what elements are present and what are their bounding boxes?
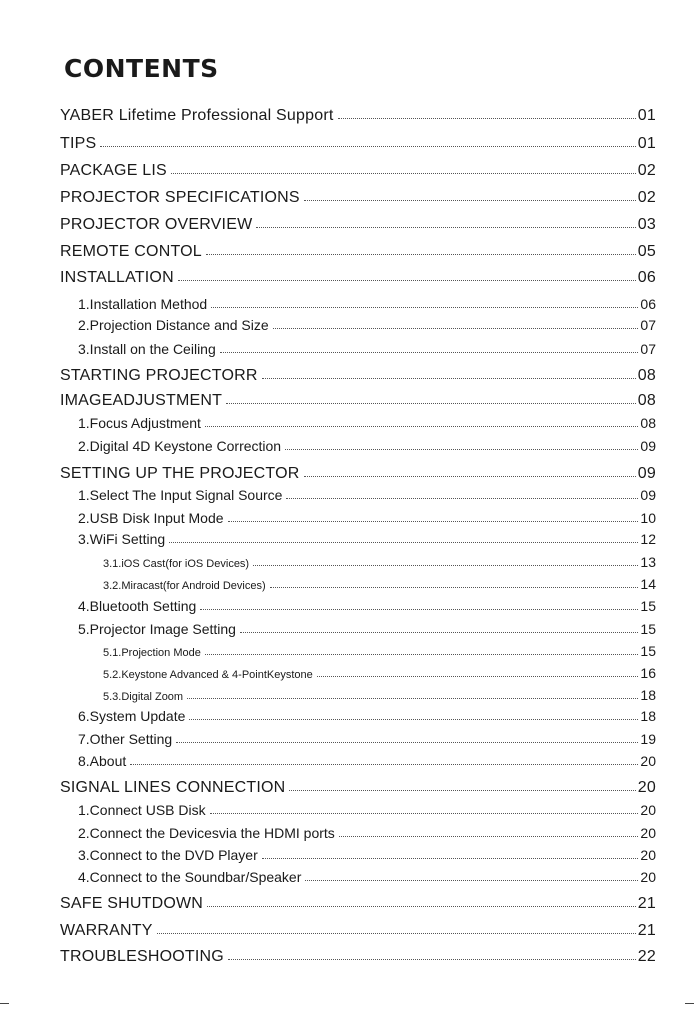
dot-leader (178, 279, 636, 281)
toc-entry-label: SETTING UP THE PROJECTOR (60, 465, 300, 482)
toc-entry-label: IMAGEADJUSTMENT (60, 392, 223, 409)
dot-leader (226, 402, 636, 404)
toc-entry-label: YABER Lifetime Professional Support (60, 107, 334, 124)
dot-leader (220, 351, 639, 353)
toc-entry[interactable] (60, 189, 656, 207)
dot-leader (207, 905, 636, 907)
toc-entry[interactable] (60, 367, 656, 385)
toc-entry-page-number: 09 (637, 465, 656, 482)
toc-entry[interactable] (60, 243, 656, 261)
toc-entry-label: 5.3.Digital Zoom (103, 691, 184, 703)
toc-entry[interactable] (103, 576, 656, 592)
toc-entry[interactable] (60, 216, 656, 234)
toc-entry-label: TIPS (60, 135, 97, 152)
dot-leader (206, 253, 636, 255)
toc-entry-label: 5.1.Projection Mode (103, 647, 201, 659)
toc-entry[interactable] (78, 708, 656, 724)
toc-entry[interactable] (103, 554, 656, 570)
toc-entry-page-number: 08 (637, 367, 656, 384)
toc-entry-page-number: 06 (640, 296, 656, 312)
toc-entry[interactable] (60, 922, 656, 940)
toc-entry-page-number: 01 (637, 135, 656, 152)
toc-entry-label: 1.Connect USB Disk (78, 802, 206, 818)
toc-entry[interactable] (78, 317, 656, 333)
toc-entry-page-number: 15 (640, 643, 656, 659)
toc-entry-page-number: 08 (640, 415, 656, 431)
toc-entry-label: 4.Bluetooth Setting (78, 598, 197, 614)
toc-entry-label: PROJECTOR OVERVIEW (60, 216, 253, 233)
toc-entry-page-number: 19 (640, 731, 656, 747)
dot-leader (169, 541, 638, 543)
toc-entry[interactable] (78, 753, 656, 769)
toc-entry-page-number: 20 (640, 869, 656, 885)
toc-entry-label: PACKAGE LIS (60, 162, 167, 179)
dot-leader (130, 763, 638, 765)
toc-entry-label: WARRANTY (60, 922, 153, 939)
dot-leader (305, 879, 638, 881)
toc-entry-label: 2.USB Disk Input Mode (78, 510, 224, 526)
toc-entry-label: 2.Projection Distance and Size (78, 317, 269, 333)
dot-leader (100, 145, 635, 147)
toc-entry-page-number: 18 (640, 687, 656, 703)
toc-entry-page-number: 15 (640, 621, 656, 637)
toc-entry[interactable] (60, 107, 656, 125)
page-edge-mark-left (0, 1003, 9, 1004)
toc-entry-page-number: 01 (637, 107, 656, 124)
dot-leader (171, 172, 636, 174)
dot-leader (256, 226, 635, 228)
toc-entry[interactable] (60, 162, 656, 180)
toc-entry-page-number: 21 (637, 922, 656, 939)
dot-leader (205, 425, 638, 427)
toc-entry-page-number: 12 (640, 531, 656, 547)
dot-leader (338, 117, 636, 119)
toc-entry-label: SAFE SHUTDOWN (60, 895, 204, 912)
toc-entry[interactable] (78, 531, 656, 547)
dot-leader (176, 741, 638, 743)
dot-leader (270, 586, 639, 588)
toc-entry-page-number: 20 (640, 753, 656, 769)
dot-leader (240, 631, 638, 633)
toc-entry-page-number: 07 (640, 341, 656, 357)
dot-leader (210, 812, 639, 814)
toc-entry-label: 3.WiFi Setting (78, 531, 166, 547)
toc-entry-label: 2.Connect the Devicesvia the HDMI ports (78, 825, 335, 841)
toc-entry[interactable] (78, 621, 656, 637)
toc-entry[interactable] (78, 438, 656, 454)
dot-leader (289, 789, 635, 791)
toc-entry-page-number: 20 (637, 779, 656, 796)
page-edge-mark-right (685, 1003, 694, 1004)
toc-entry-page-number: 09 (640, 438, 656, 454)
dot-leader (205, 653, 639, 655)
toc-entry-page-number: 13 (640, 554, 656, 570)
toc-entry-page-number: 03 (637, 216, 656, 233)
toc-entry[interactable] (60, 392, 656, 410)
toc-entry-label: 7.Other Setting (78, 731, 173, 747)
toc-entry-label: 3.Install on the Ceiling (78, 341, 216, 357)
dot-leader (286, 497, 638, 499)
toc-entry[interactable] (78, 731, 656, 747)
toc-entry[interactable] (78, 598, 656, 614)
toc-entry-label: PROJECTOR SPECIFICATIONS (60, 189, 300, 206)
toc-entry-page-number: 15 (640, 598, 656, 614)
toc-entry[interactable] (60, 895, 656, 913)
dot-leader (211, 306, 638, 308)
dot-leader (304, 475, 636, 477)
toc-entry[interactable] (103, 643, 656, 659)
dot-leader (273, 327, 639, 329)
toc-entry-page-number: 20 (640, 825, 656, 841)
dot-leader (285, 448, 638, 450)
toc-entry-label: 4.Connect to the Soundbar/Speaker (78, 869, 302, 885)
toc-entry[interactable] (60, 779, 656, 797)
dot-leader (262, 377, 636, 379)
toc-entry[interactable] (78, 825, 656, 841)
toc-entry-label: 3.1.iOS Cast(for iOS Devices) (103, 558, 250, 570)
dot-leader (339, 835, 639, 837)
toc-entry[interactable] (78, 869, 656, 885)
toc-entry[interactable] (78, 341, 656, 357)
toc-entry-page-number: 16 (640, 665, 656, 681)
toc-entry-page-number: 18 (640, 708, 656, 724)
page-title: CONTENTS (64, 54, 219, 83)
dot-leader (187, 697, 638, 699)
toc-entry-page-number: 02 (637, 162, 656, 179)
dot-leader (228, 958, 636, 960)
toc-entry-label: 5.2.Keystone Advanced & 4-PointKeystone (103, 669, 313, 681)
toc-entry-label: 3.2.Miracast(for Android Devices) (103, 580, 266, 592)
toc-entry[interactable] (103, 687, 656, 703)
toc-entry-label: 8.About (78, 753, 127, 769)
dot-leader (317, 675, 639, 677)
dot-leader (304, 199, 636, 201)
toc-entry-label: 6.System Update (78, 708, 186, 724)
toc-entry[interactable] (78, 296, 656, 312)
toc-entry-page-number: 14 (640, 576, 656, 592)
toc-entry-page-number: 06 (637, 269, 656, 286)
toc-entry[interactable] (103, 665, 656, 681)
toc-entry[interactable] (60, 269, 656, 287)
toc-entry-label: 5.Projector Image Setting (78, 621, 236, 637)
toc-entry-page-number: 07 (640, 317, 656, 333)
dot-leader (262, 857, 639, 859)
toc-entry-label: 3.Connect to the DVD Player (78, 847, 258, 863)
toc-entry-page-number: 22 (637, 948, 656, 965)
toc-entry[interactable] (78, 802, 656, 818)
toc-entry-label: 1.Focus Adjustment (78, 415, 201, 431)
toc-entry-page-number: 10 (640, 510, 656, 526)
toc-entry-page-number: 20 (640, 802, 656, 818)
toc-entry-label: 1.Select The Input Signal Source (78, 487, 283, 503)
toc-entry-page-number: 08 (637, 392, 656, 409)
dot-leader (157, 932, 636, 934)
toc-entry-label: SIGNAL LINES CONNECTION (60, 779, 286, 796)
toc-entry-page-number: 09 (640, 487, 656, 503)
toc-entry-label: 2.Digital 4D Keystone Correction (78, 438, 282, 454)
toc-entry[interactable] (78, 487, 656, 503)
toc-entry-page-number: 05 (637, 243, 656, 260)
toc-entry[interactable] (60, 135, 656, 153)
toc-entry[interactable] (60, 465, 656, 483)
toc-entry-page-number: 21 (637, 895, 656, 912)
toc-entry-label: INSTALLATION (60, 269, 174, 286)
toc-entry-page-number: 20 (640, 847, 656, 863)
toc-entry[interactable] (60, 948, 656, 966)
dot-leader (200, 608, 638, 610)
toc-entry-label: REMOTE CONTOL (60, 243, 202, 260)
toc-entry[interactable] (78, 510, 656, 526)
toc-entry[interactable] (78, 847, 656, 863)
toc-entry-page-number: 02 (637, 189, 656, 206)
dot-leader (189, 718, 638, 720)
toc-entry-label: STARTING PROJECTORR (60, 367, 258, 384)
dot-leader (228, 520, 639, 522)
toc-entry-label: 1.Installation Method (78, 296, 208, 312)
toc-entry-label: TROUBLESHOOTING (60, 948, 224, 965)
dot-leader (253, 564, 638, 566)
toc-entry[interactable] (78, 415, 656, 431)
